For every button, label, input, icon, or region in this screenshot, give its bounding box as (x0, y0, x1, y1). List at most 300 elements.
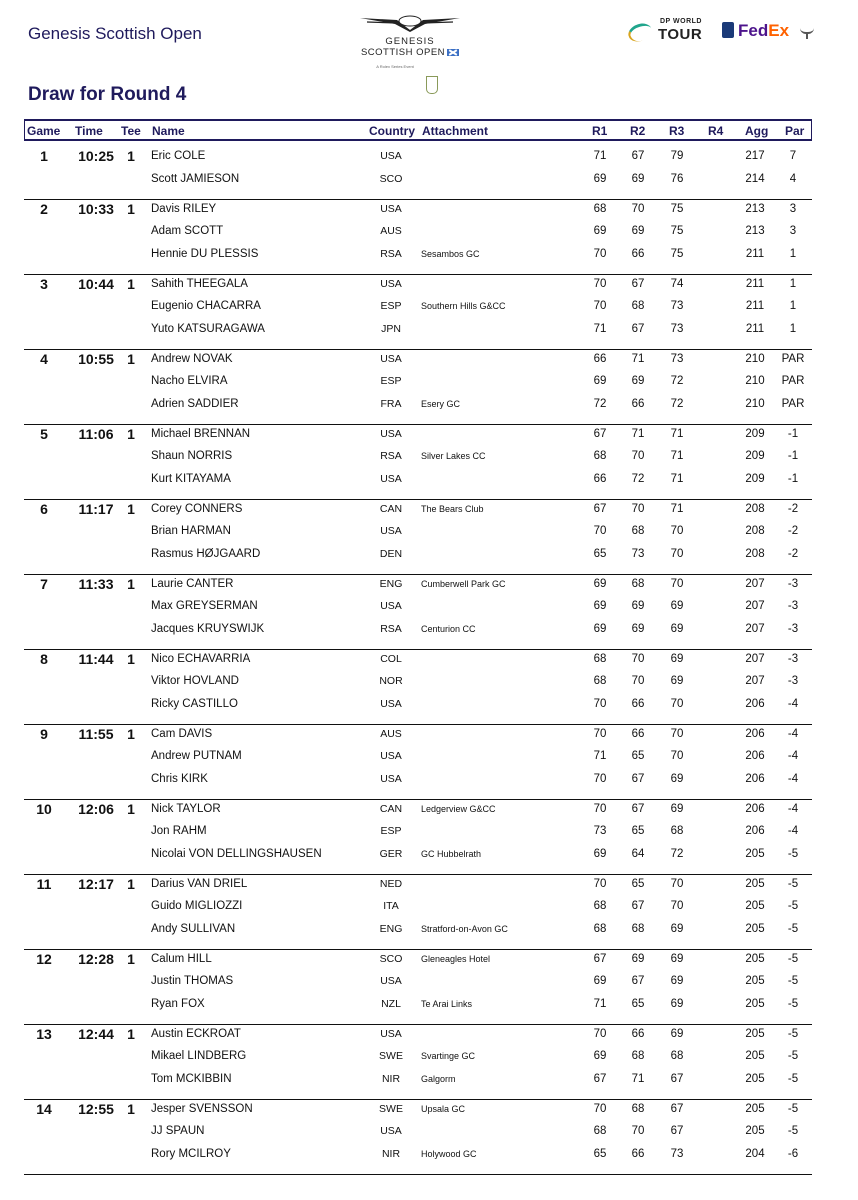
score-r2: 70 (631, 450, 645, 462)
table-row (24, 244, 812, 266)
score-agg: 205 (745, 922, 765, 935)
genesis-wings-icon (355, 14, 465, 34)
score-r3: 69 (670, 622, 684, 635)
table-row (24, 649, 812, 671)
score-agg: 205 (745, 975, 765, 987)
player-name: Kurt KITAYAMA (151, 472, 231, 485)
player-country: NOR (379, 675, 403, 687)
player-country: JPN (381, 322, 401, 335)
player-name: Jon RAHM (151, 825, 207, 837)
genesis-scottish-open-logo (350, 14, 470, 94)
player-attachment: The Bears Club (421, 503, 484, 514)
score-agg: 209 (745, 427, 765, 440)
table-row (24, 169, 812, 191)
table-row (24, 319, 812, 341)
score-r1: 69 (593, 375, 607, 387)
player-country: CAN (379, 802, 403, 815)
score-r2: 71 (631, 352, 645, 365)
score-par: PAR (781, 397, 805, 410)
score-agg: 208 (745, 502, 765, 515)
tee-group (24, 499, 812, 575)
player-attachment: Centurion CC (421, 623, 476, 634)
score-r2: 66 (631, 1147, 645, 1160)
player-attachment: Upsala GC (421, 1103, 466, 1114)
score-agg: 207 (745, 622, 765, 635)
player-attachment: Southern Hills G&CC (421, 301, 506, 311)
dp-swoosh-icon (626, 20, 654, 44)
tee-group (24, 274, 812, 350)
player-country: RSA (380, 247, 402, 260)
score-r2: 70 (631, 202, 645, 215)
table-row (24, 1046, 812, 1068)
score-par: 7 (789, 150, 797, 162)
table-row (24, 499, 812, 521)
score-par: -2 (787, 525, 799, 537)
score-par: PAR (781, 375, 805, 387)
score-r2: 67 (631, 150, 645, 162)
score-par: -1 (787, 450, 799, 462)
score-r3: 73 (670, 352, 684, 365)
score-agg: 210 (745, 352, 765, 365)
player-country: ENG (379, 577, 403, 590)
score-r1: 73 (593, 825, 607, 837)
col-r2: R2 (630, 124, 646, 138)
score-r1: 71 (593, 322, 607, 335)
score-par: -3 (787, 600, 799, 612)
score-r1: 68 (593, 900, 607, 912)
table-row (24, 821, 812, 843)
tee-number: 1 (127, 275, 135, 292)
game-number: 5 (40, 425, 48, 442)
col-r4: R4 (708, 124, 724, 138)
player-country: USA (380, 772, 402, 785)
table-header (24, 119, 812, 141)
logo-line1: GENESIS (385, 36, 435, 47)
tee-number: 1 (127, 800, 135, 817)
score-r3: 76 (670, 172, 684, 185)
game-number: 8 (40, 650, 48, 667)
tee-time: 11:06 (78, 425, 114, 442)
tour-text: TOUR (658, 26, 703, 43)
score-r1: 66 (593, 472, 607, 485)
player-name: Yuto KATSURAGAWA (151, 322, 265, 335)
score-r1: 66 (593, 352, 607, 365)
score-r1: 68 (593, 450, 607, 462)
tee-number: 1 (127, 725, 135, 742)
score-par: 1 (789, 247, 797, 260)
table-row (24, 1069, 812, 1091)
col-r3: R3 (669, 124, 685, 138)
player-name: Scott JAMIESON (151, 172, 240, 185)
tee-time: 10:25 (78, 148, 114, 164)
player-country: RSA (380, 622, 402, 635)
player-country: RSA (380, 450, 402, 462)
score-par: -5 (787, 1072, 799, 1085)
score-r3: 70 (670, 877, 684, 890)
table-row (24, 424, 812, 446)
tee-time: 10:44 (78, 275, 114, 292)
player-name: Nacho ELVIRA (151, 375, 228, 387)
score-r1: 68 (593, 652, 607, 665)
score-par: -2 (787, 547, 799, 560)
score-r2: 69 (631, 622, 645, 635)
score-par: -3 (787, 652, 799, 665)
score-r2: 69 (631, 600, 645, 612)
table-row (24, 724, 812, 746)
score-r1: 69 (593, 1050, 607, 1062)
player-attachment: GC Hubbelrath (421, 848, 482, 859)
score-par: -6 (787, 1147, 799, 1160)
score-par: -3 (787, 577, 799, 590)
score-r1: 71 (593, 997, 607, 1010)
score-r1: 70 (593, 802, 607, 815)
player-country: USA (380, 472, 402, 485)
score-par: -4 (787, 727, 799, 740)
score-r3: 70 (670, 727, 684, 740)
game-number: 9 (40, 725, 48, 742)
player-name: Brian HARMAN (151, 525, 231, 537)
player-country: USA (380, 277, 402, 290)
score-agg: 211 (745, 322, 765, 335)
table-row (24, 919, 812, 941)
player-name: Chris KIRK (151, 772, 208, 785)
player-country: USA (380, 1027, 402, 1040)
score-agg: 205 (745, 847, 765, 860)
score-r1: 69 (593, 225, 607, 237)
tee-group (24, 199, 812, 275)
tee-number: 1 (127, 350, 135, 367)
player-country: USA (380, 600, 402, 612)
score-r1: 70 (593, 247, 607, 260)
player-country: SCO (379, 952, 403, 965)
player-name: Tom MCKIBBIN (151, 1072, 232, 1085)
player-name: Andy SULLIVAN (151, 922, 236, 935)
player-country: SWE (379, 1102, 403, 1115)
player-country: NED (379, 877, 403, 890)
score-agg: 207 (745, 577, 765, 590)
table-row (24, 994, 812, 1016)
score-par: -5 (787, 922, 799, 935)
score-par: 1 (789, 300, 797, 312)
player-name: Ryan FOX (151, 997, 205, 1010)
table-row (24, 544, 812, 566)
score-r3: 75 (670, 247, 684, 260)
score-r3: 69 (670, 1027, 684, 1040)
score-r1: 70 (593, 277, 607, 290)
score-r1: 70 (593, 1102, 607, 1115)
player-attachment: Holywood GC (421, 1148, 477, 1159)
player-attachment: Te Arai Links (421, 998, 473, 1009)
table-row (24, 671, 812, 693)
tee-time: 10:33 (78, 200, 114, 217)
player-name: Rasmus HØJGAARD (151, 547, 261, 560)
score-r3: 67 (670, 1125, 684, 1137)
score-r2: 70 (631, 502, 645, 515)
score-r1: 68 (593, 1125, 607, 1137)
score-r1: 70 (593, 877, 607, 890)
score-r3: 73 (670, 1147, 684, 1160)
game-number: 1 (40, 148, 48, 164)
score-r2: 68 (631, 300, 645, 312)
tee-time: 11:33 (78, 575, 114, 592)
score-r2: 69 (631, 172, 645, 185)
col-tee: Tee (121, 124, 141, 138)
score-r3: 79 (670, 150, 684, 162)
score-agg: 205 (745, 1050, 765, 1062)
score-r2: 69 (631, 375, 645, 387)
score-agg: 207 (745, 600, 765, 612)
table-row (24, 274, 812, 296)
score-r3: 70 (670, 525, 684, 537)
score-agg: 205 (745, 997, 765, 1010)
table-row (24, 574, 812, 596)
score-r3: 72 (670, 847, 684, 860)
score-r3: 68 (670, 1050, 684, 1062)
score-par: -3 (787, 622, 799, 635)
player-attachment: Esery GC (421, 398, 461, 409)
player-country: FRA (380, 397, 402, 410)
player-name: Laurie CANTER (151, 577, 234, 590)
dp-world-text: DP WORLD (660, 18, 702, 25)
logo-line2: SCOTTISH OPEN (350, 47, 470, 58)
player-name: Andrew NOVAK (151, 352, 233, 365)
score-agg: 206 (745, 802, 765, 815)
score-r2: 69 (631, 952, 645, 965)
game-number: 6 (40, 500, 48, 517)
tee-group (24, 1099, 812, 1175)
player-country: USA (380, 525, 402, 537)
score-agg: 206 (745, 825, 765, 837)
score-r2: 66 (631, 397, 645, 410)
score-r2: 67 (631, 900, 645, 912)
score-r1: 70 (593, 727, 607, 740)
score-par: -4 (787, 825, 799, 837)
player-country: ESP (380, 375, 402, 387)
score-r1: 67 (593, 427, 607, 440)
score-r1: 69 (593, 975, 607, 987)
player-country: ESP (380, 825, 402, 837)
score-r3: 71 (670, 450, 684, 462)
score-r3: 69 (670, 772, 684, 785)
player-name: Nick TAYLOR (151, 802, 221, 815)
score-r1: 72 (593, 397, 607, 410)
score-r2: 65 (631, 877, 645, 890)
tee-time: 12:06 (78, 800, 114, 817)
player-country: GER (379, 847, 403, 860)
player-name: Nicolai VON DELLINGSHAUSEN (151, 847, 322, 860)
tee-group (24, 349, 812, 425)
score-r2: 67 (631, 277, 645, 290)
score-r3: 70 (670, 577, 684, 590)
player-country: NIR (381, 1147, 401, 1160)
score-r1: 69 (593, 577, 607, 590)
tee-number: 1 (127, 875, 135, 892)
score-agg: 207 (745, 652, 765, 665)
score-agg: 209 (745, 450, 765, 462)
score-r3: 70 (670, 697, 684, 710)
score-agg: 214 (745, 172, 765, 185)
event-name: Genesis Scottish Open (28, 24, 202, 43)
player-name: Sahith THEEGALA (151, 277, 248, 290)
score-par: -1 (787, 472, 799, 485)
score-agg: 206 (745, 697, 765, 710)
score-r2: 67 (631, 322, 645, 335)
score-r3: 71 (670, 472, 684, 485)
score-par: -5 (787, 877, 799, 890)
score-agg: 205 (745, 952, 765, 965)
score-agg: 211 (745, 247, 765, 260)
player-name: Shaun NORRIS (151, 450, 233, 462)
player-country: USA (380, 1125, 402, 1137)
score-agg: 205 (745, 900, 765, 912)
score-r1: 70 (593, 525, 607, 537)
score-r3: 69 (670, 922, 684, 935)
table-row (24, 1121, 812, 1143)
score-agg: 210 (745, 375, 765, 387)
player-name: Andrew PUTNAM (151, 750, 242, 762)
player-attachment: Ledgerview G&CC (421, 803, 496, 814)
tee-number: 1 (127, 148, 135, 164)
score-r2: 68 (631, 1050, 645, 1062)
score-par: 4 (789, 172, 797, 185)
player-name: Austin ECKROAT (151, 1027, 241, 1040)
score-r3: 70 (670, 900, 684, 912)
col-r1: R1 (592, 124, 608, 138)
tee-number: 1 (127, 575, 135, 592)
score-par: -4 (787, 772, 799, 785)
tee-number: 1 (127, 650, 135, 667)
score-r1: 69 (593, 622, 607, 635)
score-r2: 67 (631, 772, 645, 785)
player-attachment: Silver Lakes CC (421, 451, 486, 461)
tee-time: 12:55 (78, 1100, 114, 1117)
col-time: Time (75, 124, 103, 138)
tee-time: 10:55 (78, 350, 114, 367)
tee-group (24, 146, 812, 200)
player-attachment: Cumberwell Park GC (421, 578, 506, 589)
score-agg: 213 (745, 225, 765, 237)
score-r3: 69 (670, 997, 684, 1010)
table-row (24, 446, 812, 468)
score-par: -5 (787, 975, 799, 987)
score-r3: 69 (670, 675, 684, 687)
score-r1: 70 (593, 697, 607, 710)
table-row (24, 971, 812, 993)
score-r1: 69 (593, 172, 607, 185)
game-number: 12 (36, 950, 52, 967)
game-number: 2 (40, 200, 48, 217)
score-r2: 65 (631, 997, 645, 1010)
score-agg: 206 (745, 750, 765, 762)
tee-number: 1 (127, 1100, 135, 1117)
score-r1: 68 (593, 922, 607, 935)
score-r3: 75 (670, 225, 684, 237)
game-number: 11 (36, 875, 52, 892)
tee-number: 1 (127, 950, 135, 967)
pga-tour-icon (722, 22, 734, 38)
score-par: -4 (787, 750, 799, 762)
player-name: Ricky CASTILLO (151, 697, 238, 710)
score-r3: 69 (670, 652, 684, 665)
player-name: JJ SPAUN (151, 1125, 205, 1137)
score-par: 1 (789, 322, 797, 335)
score-agg: 204 (745, 1147, 765, 1160)
score-r1: 67 (593, 1072, 607, 1085)
game-number: 3 (40, 275, 48, 292)
player-country: USA (380, 697, 402, 710)
tee-group (24, 424, 812, 500)
tee-number: 1 (127, 200, 135, 217)
table-row (24, 349, 812, 371)
player-attachment: Sesambos GC (421, 248, 480, 259)
table-row (24, 521, 812, 543)
player-name: Corey CONNERS (151, 502, 243, 515)
pga-fedex-logo (722, 18, 817, 44)
tee-time: 11:17 (78, 500, 114, 517)
player-country: USA (380, 975, 402, 987)
score-agg: 208 (745, 525, 765, 537)
table-row (24, 1144, 812, 1166)
game-number: 7 (40, 575, 48, 592)
score-agg: 211 (745, 277, 765, 290)
player-name: Adam SCOTT (151, 225, 224, 237)
player-country: CAN (379, 502, 403, 515)
score-r2: 72 (631, 472, 645, 485)
score-r2: 68 (631, 1102, 645, 1115)
score-r3: 67 (670, 1072, 684, 1085)
player-name: Eugenio CHACARRA (151, 300, 261, 312)
score-r3: 69 (670, 975, 684, 987)
score-r3: 75 (670, 202, 684, 215)
score-r3: 73 (670, 322, 684, 335)
player-name: Justin THOMAS (151, 975, 234, 987)
table-row (24, 146, 812, 168)
score-par: -5 (787, 847, 799, 860)
score-par: 3 (789, 225, 797, 237)
table-row (24, 844, 812, 866)
score-r2: 70 (631, 675, 645, 687)
crest-icon (426, 76, 438, 94)
score-r2: 66 (631, 727, 645, 740)
score-r1: 70 (593, 772, 607, 785)
tee-group (24, 799, 812, 875)
game-number: 10 (36, 800, 52, 817)
score-par: -5 (787, 1027, 799, 1040)
score-par: -4 (787, 697, 799, 710)
score-r1: 71 (593, 750, 607, 762)
player-country: ITA (383, 900, 399, 912)
score-r2: 69 (631, 225, 645, 237)
player-name: Jesper SVENSSON (151, 1102, 253, 1115)
score-r3: 73 (670, 300, 684, 312)
player-name: Michael BRENNAN (151, 427, 251, 440)
score-par: -5 (787, 1050, 799, 1062)
table-row (24, 1099, 812, 1121)
tee-number: 1 (127, 1025, 135, 1042)
player-name: Nico ECHAVARRIA (151, 652, 251, 665)
score-agg: 205 (745, 1027, 765, 1040)
player-country: AUS (380, 225, 402, 237)
score-par: 3 (789, 202, 797, 215)
col-attachment: Attachment (422, 124, 489, 138)
table-row (24, 874, 812, 896)
score-par: -1 (787, 427, 799, 440)
player-name: Guido MIGLIOZZI (151, 900, 243, 912)
score-agg: 205 (745, 1102, 765, 1115)
score-agg: 211 (745, 300, 765, 312)
player-country: USA (380, 750, 402, 762)
tee-number: 1 (127, 425, 135, 442)
